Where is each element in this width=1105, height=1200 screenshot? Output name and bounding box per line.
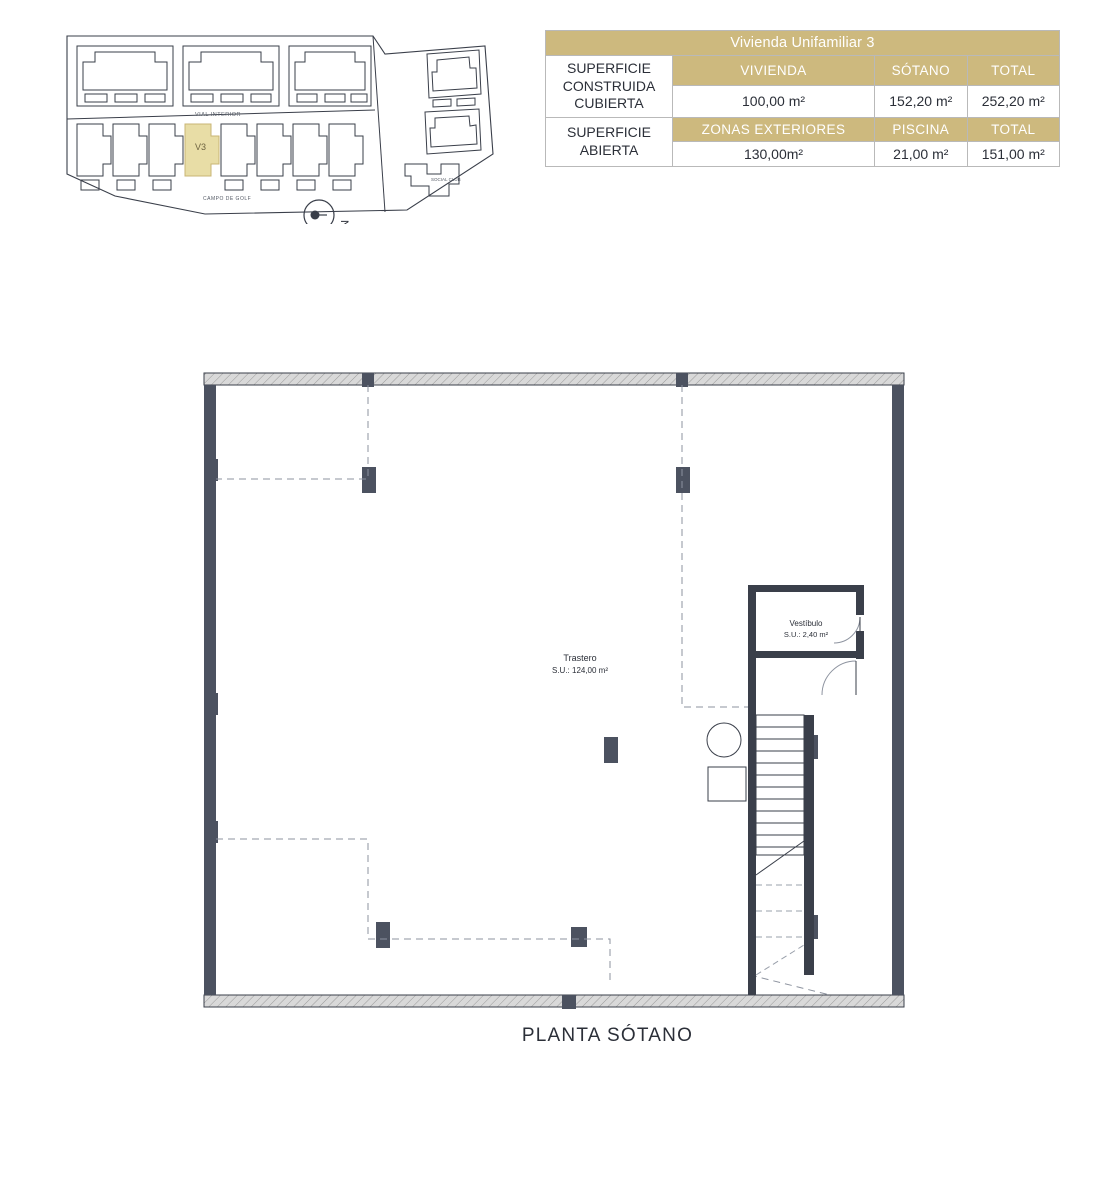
table-title: Vivienda Unifamiliar 3 <box>546 31 1060 56</box>
villa-cluster-right <box>425 50 481 154</box>
floorplan-svg <box>190 355 920 1055</box>
site-key-map <box>55 24 495 224</box>
value-sotano: 152,20 m² <box>875 86 967 117</box>
plan-caption: PLANTA SÓTANO <box>521 1025 694 1046</box>
outer-walls <box>204 373 904 1007</box>
interior-walls <box>748 585 864 995</box>
room-labels <box>552 619 829 675</box>
club-label: SOCIAL CLUB <box>431 177 461 182</box>
plot-v3-highlight <box>185 124 219 176</box>
plot-v3-label: V3 <box>195 142 207 152</box>
value-vivienda: 100,00 m² <box>673 86 875 117</box>
table-header-row-2 <box>546 117 1060 141</box>
value-total-2: 151,00 m² <box>967 141 1059 166</box>
staircase <box>756 715 804 975</box>
table-header-row-1 <box>546 56 1060 86</box>
row-label-abierta: SUPERFICIE ABIERTA <box>546 117 673 166</box>
street-label: VIAL INTERIOR <box>195 112 242 118</box>
north-label: N <box>338 220 350 224</box>
header-piscina: PISCINA <box>875 117 967 141</box>
golf-label: CAMPO DE GOLF <box>203 196 252 202</box>
value-total-1: 252,20 m² <box>967 86 1059 117</box>
villa-row-top <box>77 46 371 106</box>
value-zonas-exteriores: 130,00m² <box>673 141 875 166</box>
room-area-vestibulo: S.U.: 2,40 m² <box>783 630 829 639</box>
value-piscina: 21,00 m² <box>875 141 967 166</box>
floorplan-drawing <box>190 355 920 1055</box>
header-vivienda: VIVIENDA <box>673 56 875 86</box>
room-name-vestibulo: Vestíbulo <box>789 619 823 628</box>
fixtures <box>707 723 746 801</box>
header-sotano: SÓTANO <box>875 56 967 86</box>
room-area-trastero: S.U.: 124,00 m² <box>551 666 609 675</box>
slab-outline <box>216 385 830 995</box>
table-title-row <box>546 31 1060 56</box>
columns <box>204 373 818 1009</box>
areas-table <box>545 30 1060 167</box>
villa-row-bottom <box>77 124 363 190</box>
header-zonas-exteriores: ZONAS EXTERIORES <box>673 117 875 141</box>
row-label-construida: SUPERFICIE CONSTRUIDA CUBIERTA <box>546 56 673 118</box>
header-total-2: TOTAL <box>967 117 1059 141</box>
header-total-1: TOTAL <box>967 56 1059 86</box>
site-key-svg <box>55 24 495 224</box>
room-name-trastero: Trastero <box>563 653 597 663</box>
